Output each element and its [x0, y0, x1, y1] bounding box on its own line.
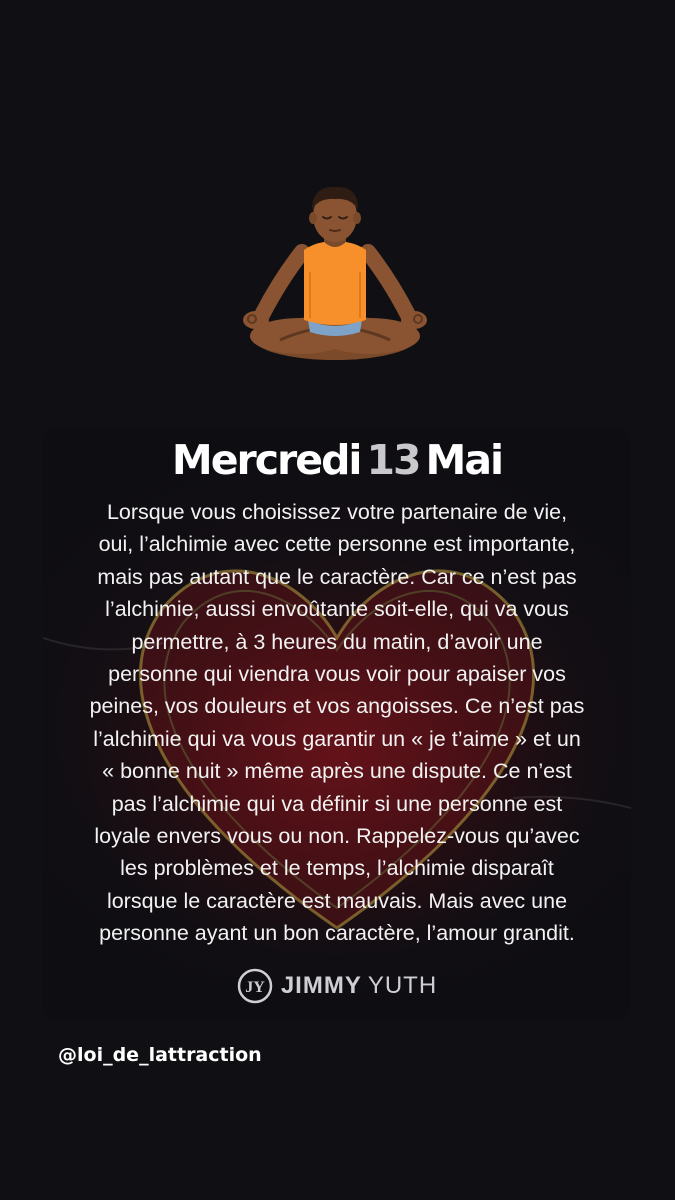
quote-line: « bonne nuit » même après une dispute. Ce n’est [102, 759, 572, 784]
quote-line: personne qui viendra vous voir pour apaiser vos [108, 662, 566, 687]
quote-card [43, 428, 631, 1020]
date-title [43, 436, 631, 484]
author-logo-text: JY [245, 979, 265, 996]
author-first-name: JIMMY [280, 972, 362, 999]
account-handle[interactable]: @loi_de_lattraction [58, 1044, 262, 1066]
person-in-lotus-position-icon [240, 180, 430, 370]
quote-line: les problèmes et le temps, l’alchimie disparaît [120, 856, 554, 881]
quote-line: lorsque le caractère est mauvais. Mais avec une [106, 888, 568, 913]
quote-line: permettre, à 3 heures du matin, d’avoir une [131, 629, 543, 654]
quote-line: l’alchimie qui va vous garantir un « je t’aime » et un [93, 726, 581, 751]
quote-line: mais pas autant que le caractère. Car ce n’est pas [97, 564, 577, 589]
quote-line: personne ayant un bon caractère, l’amour grandit. [99, 921, 575, 946]
author-last-name: YUTH [367, 972, 438, 999]
date-month: Mai [425, 436, 503, 484]
author-logo-icon [237, 968, 273, 1004]
author-signature [43, 968, 631, 1004]
quote-line: peines, vos douleurs et vos angoisses. Ce n’est pas [89, 694, 585, 719]
quote-line: loyale envers vous ou non. Rappelez-vous qu’avec [94, 824, 580, 849]
date-day-number: 13 [366, 436, 420, 484]
quote-text [55, 496, 619, 950]
quote-line: l’alchimie, aussi envoûtante soit-elle, qui va vous [105, 597, 569, 622]
quote-line: oui, l’alchimie avec cette personne est importante, [98, 532, 576, 557]
date-weekday: Mercredi [171, 436, 361, 484]
quote-line: Lorsque vous choisissez votre partenaire de vie, [106, 500, 568, 524]
quote-line: pas l’alchimie qui va définir si une personne est [111, 791, 563, 816]
